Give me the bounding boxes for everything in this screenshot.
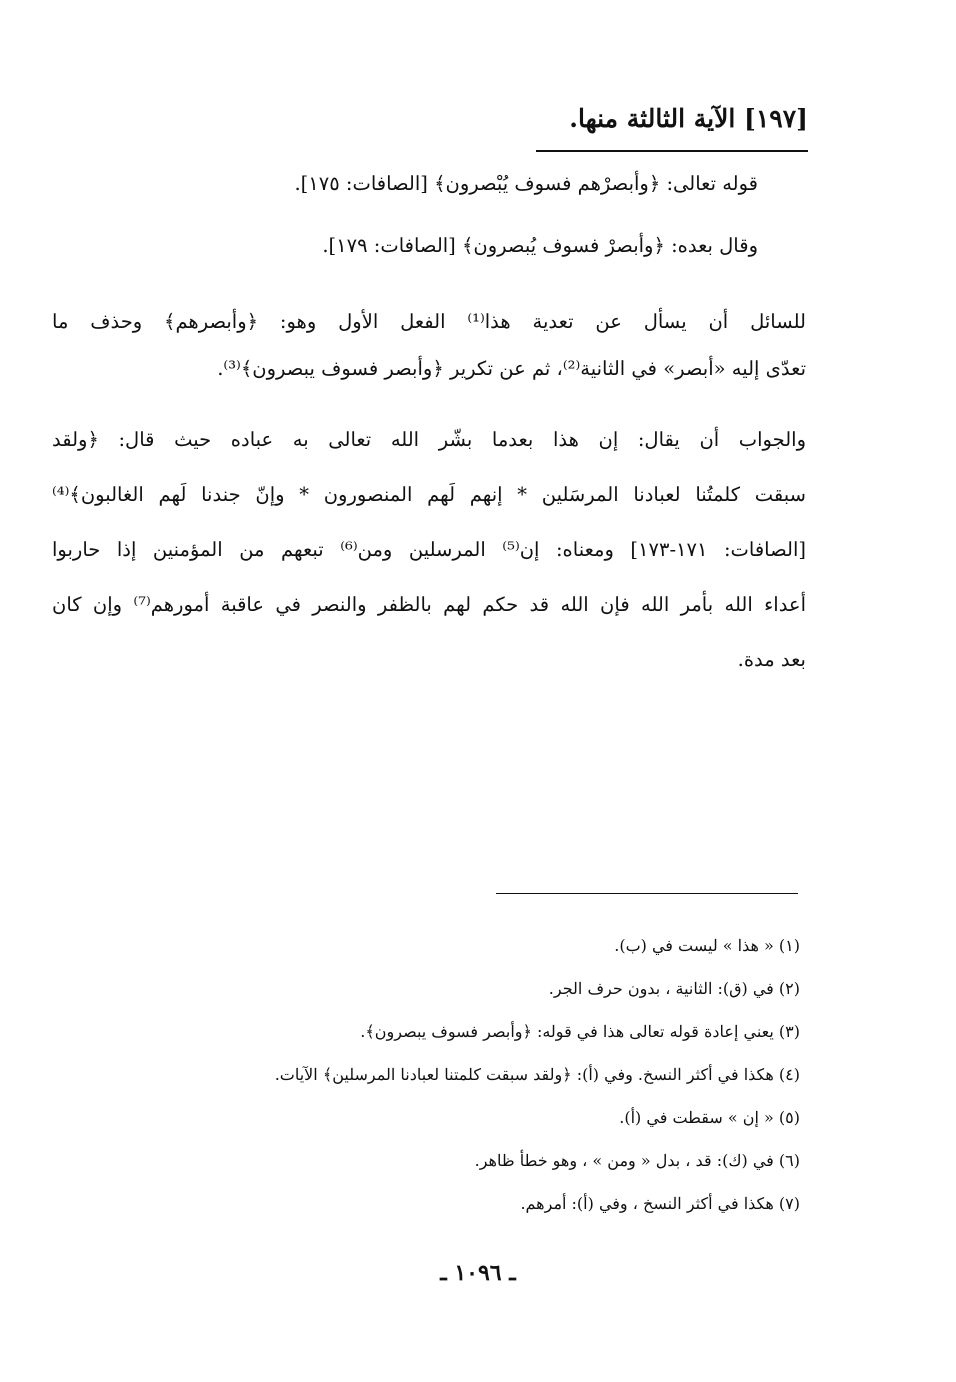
footnote-6: (٦) في (ك): قد ، بدل « ومن » ، وهو خطأ ظاهر. [474, 1151, 800, 1170]
verse-quote-2: وقال بعده: ﴿وأبصرْ فسوف يُبصرون﴾ [الصافات: ١٧٩]. [322, 234, 758, 257]
answer-line-5: بعد مدة. [737, 648, 806, 671]
answer-line-3: [الصافات: ١٧١-١٧٣] ومعناه: إن⁽⁵⁾ المرسلين ومن⁽⁶⁾ تبعهم من المؤمنين إذا حاربوا [52, 538, 806, 561]
answer-line-4: أعداء الله بأمر الله فإن الله قد حكم لهم بالظفر والنصر في عاقبة أمورهم⁽⁷⁾ وإن كان [52, 593, 806, 616]
answer-paragraph [52, 412, 806, 687]
section-heading: [١٩٧] الآية الثالثة منها. [569, 104, 808, 133]
footnote-separator [496, 893, 798, 894]
answer-line-1: والجواب أن يقال: إن هذا بعدما بشّر الله تعالى به عباده حيث قال: ﴿ولقد [52, 428, 806, 451]
footnotes [275, 924, 800, 1225]
question-line-1: للسائل أن يسأل عن تعدية هذا⁽¹⁾ الفعل الأول وهو: ﴿وأبصرهم﴾ وحذف ما [52, 310, 806, 333]
question-paragraph [52, 298, 806, 392]
question-line-2: تعدّى إليه «أبصر» في الثانية⁽²⁾، ثم عن تكرير ﴿وأبصر فسوف يبصرون﴾⁽³⁾. [217, 357, 806, 380]
verse-quote-1: قوله تعالى: ﴿وأبصرْهم فسوف يُبْصرون﴾ [الصافات: ١٧٥]. [294, 172, 758, 195]
footnote-1: (١) « هذا » ليست في (ب). [614, 936, 800, 955]
footnote-7: (٧) هكذا في أكثر النسخ ، وفي (أ): أمرهم. [520, 1194, 800, 1213]
footnote-2: (٢) في (ق): الثانية ، بدون حرف الجر. [548, 979, 800, 998]
footnote-3: (٣) يعني إعادة قوله تعالى هذا في قوله: ﴿وأبصر فسوف يبصرون﴾. [360, 1022, 800, 1041]
footnote-4: (٤) هكذا في أكثر النسخ. وفي (أ): ﴿ولقد سبقت كلمتنا لعبادنا المرسلين﴾ الآيات. [274, 1065, 800, 1084]
heading-underline [536, 150, 808, 152]
footnote-5: (٥) « إن » سقطت في (أ). [619, 1108, 800, 1127]
page-number: ـ ١٠٩٦ ـ [440, 1260, 516, 1286]
answer-line-2: سبقت كلمتُنا لعبادنا المرسَلين * إنهم لَهم المنصورون * وإنّ جندنا لَهم الغالبون﴾⁽⁴⁾ [52, 483, 806, 506]
